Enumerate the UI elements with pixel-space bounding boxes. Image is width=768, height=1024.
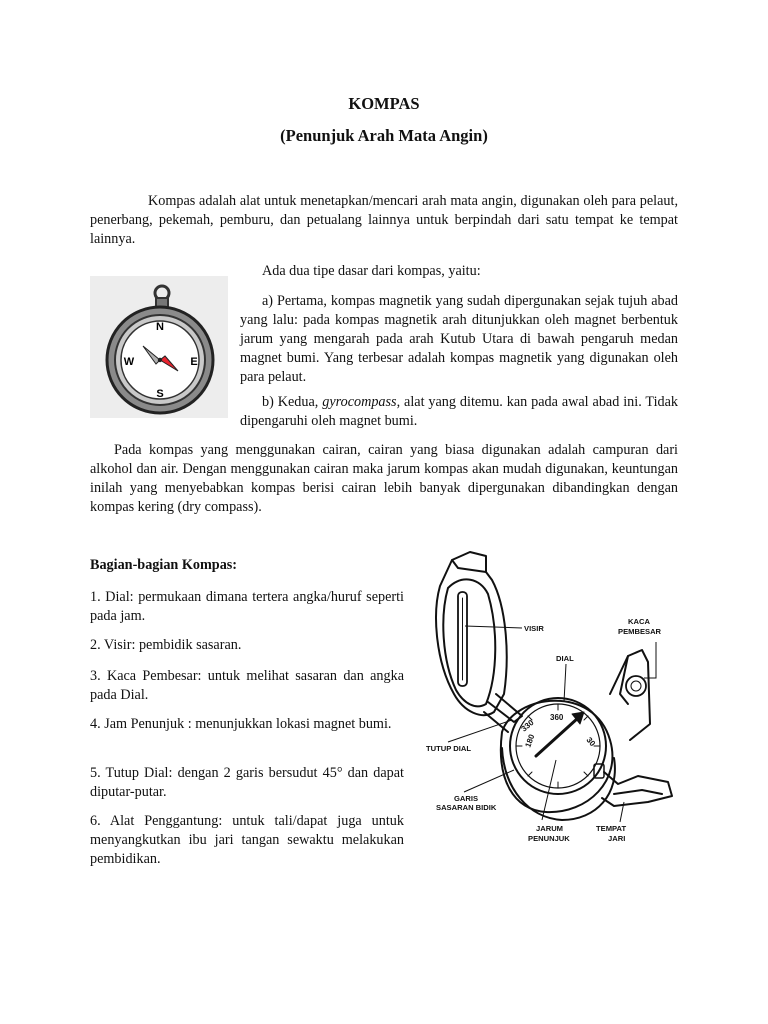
part-item-2: 2. Visir: pembidik sasaran. (90, 637, 242, 653)
compass-image (90, 276, 228, 418)
liquid-paragraph: Pada kompas yang menggunakan cairan, cairan yang biasa digunakan adalah campuran dari alkohol dan air. Dengan menggunakan cairan maka jarum kompas akan mudah digunakan, keuntungan inilah yang menyebabkan kompas berisi cairan lebih banyak dipergunakan dibandingkan dengan kompas kering (dry compass). (90, 442, 678, 515)
dial-mark-30: 30 (584, 735, 598, 749)
compass-letter-n: N (156, 321, 164, 333)
compass-icon (90, 276, 228, 418)
intro-paragraph: Kompas adalah alat untuk menetapkan/mencari arah mata angin, digunakan oleh para pelaut, penerbang, pekemah, pemburu, dan petualang lainnya untuk berpindah dari satu tempat ke tempat lainnya. (90, 193, 678, 247)
label-kaca-1: KACA (628, 617, 650, 626)
part-item-1: 1. Dial: permukaan dimana tertera angka/huruf seperti pada jam. (90, 589, 404, 624)
label-jarum-1: JARUM (536, 824, 564, 833)
type-b-paragraph (240, 393, 678, 431)
label-kaca-2: PEMBESAR (618, 627, 662, 636)
dial-mark-360: 360 (550, 713, 564, 722)
label-tutup-dial: TUTUP DIAL (426, 744, 471, 753)
label-jarum-2: PENUNJUK (528, 834, 570, 843)
page-title: KOMPAS (348, 94, 420, 113)
type-b-prefix: b) Kedua, (262, 394, 323, 410)
type-a-paragraph: a) Pertama, kompas magnetik yang sudah dipergunakan sejak tujuh abad yang lalu: pada kompas magnetik arah ditunjukkan oleh magnet berbentuk jarum yang mengarah pada arah Kutub Utara di bawah pengaruh medan magnet bumi. Yang terbesar adalah kompas magnetik yang digunakan oleh para pelaut. (240, 293, 678, 385)
label-tempat-1: TEMPAT (596, 824, 627, 833)
lensatic-compass-icon (418, 544, 683, 864)
label-visir: VISIR (524, 624, 544, 633)
compass-letter-w: W (123, 356, 135, 368)
dial-mark-330: 330 (519, 718, 536, 734)
label-tempat-2: JARI (608, 834, 626, 843)
compass-letter-s: S (156, 388, 164, 400)
part-item-6: 6. Alat Penggantung: untuk tali/dapat juga untuk menyangkutkan ibu jari tangan sewaktu melakukan pembidikan. (90, 813, 404, 867)
parts-heading: Bagian-bagian Kompas: (90, 557, 238, 573)
label-dial: DIAL (556, 654, 574, 663)
part-item-5: 5. Tutup Dial: dengan 2 garis bersudut 45° dan dapat diputar-putar. (90, 765, 404, 800)
types-intro: Ada dua tipe dasar dari kompas, yaitu: (262, 263, 481, 279)
dial-mark-180: 180 (523, 733, 537, 749)
page-subtitle: (Penunjuk Arah Mata Angin) (280, 126, 488, 145)
part-item-4: 4. Jam Penunjuk : menunjukkan lokasi magnet bumi. (90, 716, 392, 732)
compass-letter-e: E (190, 356, 198, 368)
label-garis-1: GARIS (454, 794, 479, 803)
label-garis-2: SASARAN BIDIK (436, 803, 497, 812)
type-b-italic: gyrocompass (322, 394, 397, 410)
type-b-rest: , alat yang ditemu. kan pada awal abad ini. Tidak dipengaruhi oleh magnet bumi. (240, 394, 678, 429)
part-item-3: 3. Kaca Pembesar: untuk melihat sasaran dan angka pada Dial. (90, 668, 404, 703)
lensatic-compass-diagram (418, 544, 683, 864)
